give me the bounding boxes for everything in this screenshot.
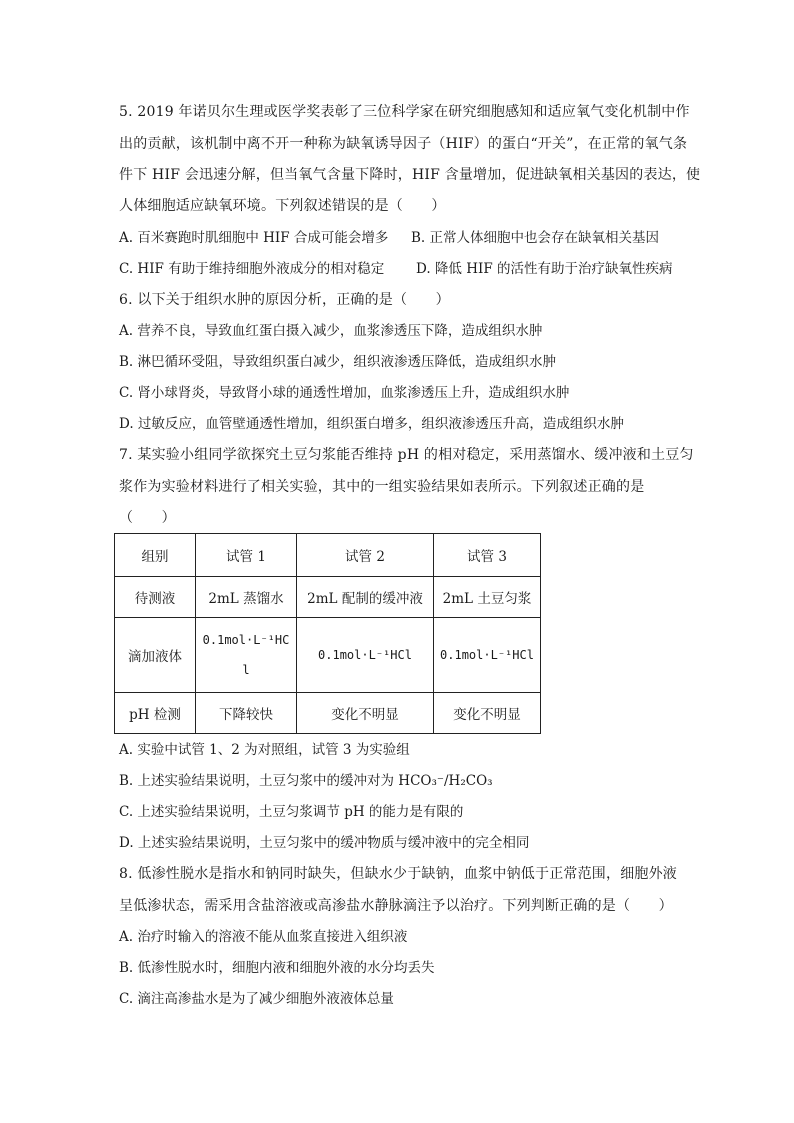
table-cell: 试管 3 (434, 534, 541, 577)
table-cell: 0.1mol·L⁻¹HCl (434, 618, 541, 693)
q6-option-c: C. 肾小球肾炎，导致肾小球的通透性增加，血浆渗透压上升，造成组织水肿 (119, 385, 570, 401)
q5-option-b: B. 正常人体细胞中也会存在缺氧相关基因 (411, 230, 660, 246)
q6-stem: 6. 以下关于组织水肿的原因分析，正确的是（ ） (119, 292, 450, 308)
q8-option-a: A. 治疗时输入的溶液不能从血浆直接进入组织液 (119, 929, 408, 945)
q7-option-d: D. 上述实验结果说明，土豆匀浆中的缓冲物质与缓冲液中的完全相同 (119, 835, 530, 851)
table-row-drop (115, 618, 541, 693)
q5-stem-line-1: 5. 2019 年诺贝尔生理或医学奖表彰了三位科学家在研究细胞感知和适应氧气变化机制中作 (119, 104, 690, 120)
q8-stem-line-2: 呈低渗状态，需采用含盐溶液或高渗盐水静脉滴注予以治疗。下列判断正确的是（ ） (119, 898, 673, 914)
table-cell: 试管 1 (196, 534, 297, 577)
q8-stem-line-1: 8. 低渗性脱水是指水和钠同时缺失，但缺水少于缺钠，血浆中钠低于正常范围，细胞外液 (119, 866, 678, 882)
table-cell: 0.1mol·L⁻¹HCl (297, 618, 434, 693)
experiment-table (114, 533, 541, 734)
table-cell: 试管 2 (297, 534, 434, 577)
q7-option-c: C. 上述实验结果说明，土豆匀浆调节 pH 的能力是有限的 (119, 804, 464, 820)
table-cell: 变化不明显 (297, 693, 434, 734)
table-cell: 2mL 蒸馏水 (196, 577, 297, 618)
table-cell: 2mL 配制的缓冲液 (297, 577, 434, 618)
q5-option-c: C. HIF 有助于维持细胞外液成分的相对稳定 (119, 261, 385, 277)
table-cell: 下降较快 (196, 693, 297, 734)
q5-stem-line-2: 出的贡献，该机制中离不开一种称为缺氧诱导因子（HIF）的蛋白“开关”，在正常的氧气条 (119, 136, 688, 152)
q6-option-a: A. 营养不良，导致血红蛋白摄入减少，血浆渗透压下降，造成组织水肿 (119, 323, 543, 339)
q6-option-b: B. 淋巴循环受阻，导致组织蛋白减少，组织液渗透压降低，造成组织水肿 (119, 354, 557, 370)
q7-option-a: A. 实验中试管 1、2 为对照组，试管 3 为实验组 (119, 742, 410, 758)
q5-stem-line-4: 人体细胞适应缺氧环境。下列叙述错误的是（ ） (119, 198, 446, 214)
table-cell: 滴加液体 (115, 618, 196, 693)
table-cell: 组别 (115, 534, 196, 577)
table-cell: 变化不明显 (434, 693, 541, 734)
q5-option-a: A. 百米赛跑时肌细胞中 HIF 合成可能会增多 (119, 230, 389, 246)
table-cell: 待测液 (115, 577, 196, 618)
q8-option-c: C. 滴注高渗盐水是为了减少细胞外液液体总量 (119, 991, 394, 1007)
table-cell: pH 检测 (115, 693, 196, 734)
q7-stem-line-1: 7. 某实验小组同学欲探究土豆匀浆能否维持 pH 的相对稳定，采用蒸馏水、缓冲液和土豆匀 (119, 447, 694, 463)
q5-stem-line-3: 件下 HIF 会迅速分解，但当氧气含量下降时，HIF 含量增加，促进缺氧相关基因的表达，使 (119, 167, 701, 183)
table-row-liquid (115, 577, 541, 618)
q5-option-d: D. 降低 HIF 的活性有助于治疗缺氧性疾病 (416, 261, 673, 277)
table-row-header (115, 534, 541, 577)
q8-option-b: B. 低渗性脱水时，细胞内液和细胞外液的水分均丢失 (119, 960, 435, 976)
q7-stem-line-3: （ ） (119, 510, 176, 526)
table-row-ph (115, 693, 541, 734)
table-cell: 0.1mol·L⁻¹HCl (196, 618, 297, 693)
q6-option-d: D. 过敏反应，血管壁通透性增加，组织蛋白增多，组织液渗透压升高，造成组织水肿 (119, 416, 624, 432)
q7-option-b: B. 上述实验结果说明，土豆匀浆中的缓冲对为 HCO₃⁻/H₂CO₃ (119, 773, 493, 789)
table-cell: 2mL 土豆匀浆 (434, 577, 541, 618)
q7-stem-line-2: 浆作为实验材料进行了相关实验，其中的一组实验结果如表所示。下列叙述正确的是 (119, 479, 645, 495)
